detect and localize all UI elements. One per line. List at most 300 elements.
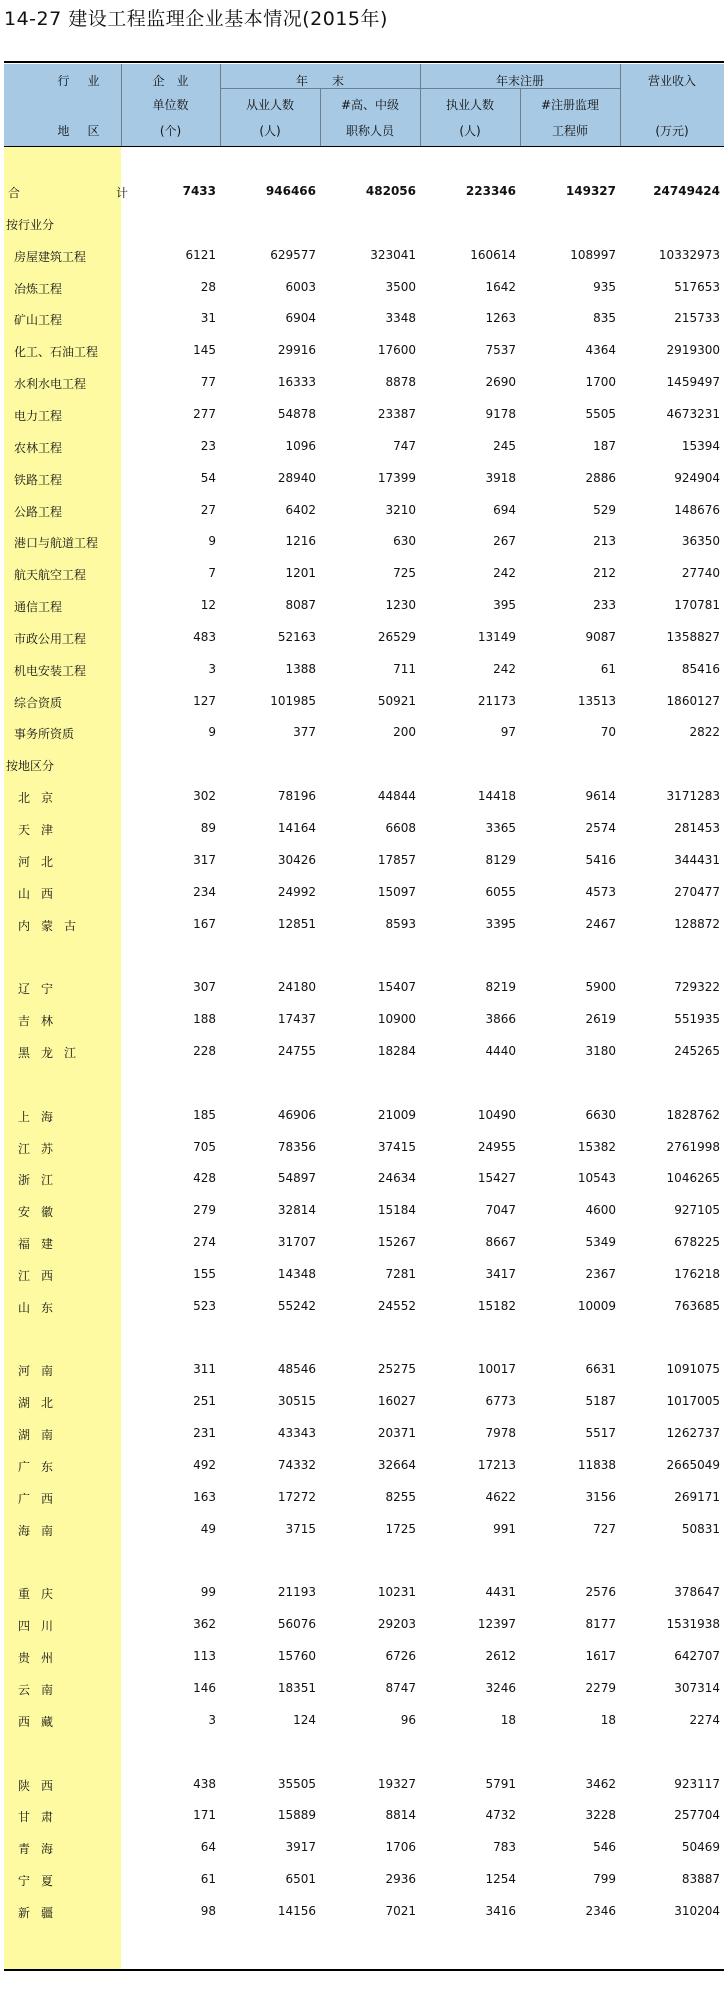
header-senior-2: 职称人员: [345, 124, 394, 138]
cell-value: 311: [193, 1362, 216, 1376]
cell-value: 277: [193, 407, 216, 421]
cell-value: 1642: [485, 280, 516, 294]
table-row: [4, 1775, 724, 1795]
cell-value: 438: [193, 1777, 216, 1791]
cell-value: 281453: [674, 821, 720, 835]
cell-value: 2690: [485, 375, 516, 389]
cell-value: 23: [200, 439, 216, 453]
table-row: [4, 1169, 724, 1189]
cell-value: 43343: [277, 1426, 316, 1440]
cell-value: 6055: [485, 885, 516, 899]
cell-value: 307: [193, 980, 216, 994]
cell-value: 1254: [485, 1872, 516, 1886]
cell-value: 31707: [277, 1235, 316, 1249]
cell-value: 77: [200, 375, 216, 389]
row-label: 广西: [18, 1492, 65, 1506]
cell-value: 28: [200, 280, 216, 294]
cell-value: 1091075: [666, 1362, 720, 1376]
cell-value: 10543: [577, 1171, 616, 1185]
row-label: 冶炼工程: [14, 282, 63, 296]
row-label: 陕西: [18, 1779, 65, 1793]
cell-value: 727: [593, 1522, 616, 1536]
row-label: 矿山工程: [14, 313, 63, 327]
cell-value: 269171: [674, 1490, 720, 1504]
cell-value: 155: [193, 1267, 216, 1281]
cell-value: 35505: [277, 1777, 316, 1791]
cell-value: 935: [593, 280, 616, 294]
cell-value: 21193: [277, 1585, 316, 1599]
table-row: [4, 1456, 724, 1476]
cell-value: 274: [193, 1235, 216, 1249]
cell-value: 98: [200, 1904, 216, 1918]
cell-value: 12: [200, 598, 216, 612]
row-label: 甘肃: [18, 1810, 65, 1824]
cell-value: 8593: [385, 917, 416, 931]
cell-value: 344431: [674, 853, 720, 867]
header-employees: 从业人数: [245, 98, 294, 112]
cell-value: 15184: [377, 1203, 416, 1217]
cell-value: 2467: [585, 917, 616, 931]
header-yearend: 年 末: [295, 74, 344, 88]
table-row: [4, 1233, 724, 1253]
cell-value: 835: [593, 311, 616, 325]
row-label: 合 计: [8, 186, 153, 200]
cell-value: 4364: [585, 343, 616, 357]
cell-value: 5187: [585, 1394, 616, 1408]
row-label: 安徽: [18, 1205, 65, 1219]
cell-value: 56076: [277, 1617, 316, 1631]
cell-value: 54: [200, 471, 216, 485]
cell-value: 1201: [285, 566, 316, 580]
row-label: 河北: [18, 855, 65, 869]
cell-value: 2367: [585, 1267, 616, 1281]
cell-value: 3156: [585, 1490, 616, 1504]
cell-value: 14164: [277, 821, 316, 835]
cell-value: 127: [193, 694, 216, 708]
cell-value: 48546: [277, 1362, 316, 1376]
header-region: 地 区: [57, 124, 103, 138]
cell-value: 9087: [585, 630, 616, 644]
cell-value: 2665049: [666, 1458, 720, 1472]
header-industry: 行 业: [57, 74, 103, 88]
cell-value: 8255: [385, 1490, 416, 1504]
row-label: 江苏: [18, 1142, 65, 1156]
header-senior-1: #高、中级: [340, 98, 400, 112]
cell-value: 1358827: [666, 630, 720, 644]
cell-value: 233: [593, 598, 616, 612]
cell-value: 29916: [277, 343, 316, 357]
cell-value: 10017: [477, 1362, 516, 1376]
table-row: [4, 1870, 724, 1890]
table-row: [4, 246, 724, 266]
cell-value: 55242: [277, 1299, 316, 1313]
cell-value: 1617: [585, 1649, 616, 1663]
cell-value: 2919300: [666, 343, 720, 357]
table-title: 14-27 建设工程监理企业基本情况(2015年): [4, 8, 388, 30]
row-label: 综合资质: [14, 696, 63, 710]
table-row: [4, 628, 724, 648]
cell-value: 946466: [265, 184, 316, 198]
cell-value: 15427: [477, 1171, 516, 1185]
table-row: [4, 469, 724, 489]
cell-value: 1388: [285, 662, 316, 676]
cell-value: 991: [493, 1522, 516, 1536]
cell-value: 74332: [277, 1458, 316, 1472]
cell-value: 228: [193, 1044, 216, 1058]
cell-value: 783: [493, 1840, 516, 1854]
table-row: [4, 946, 724, 966]
cell-value: 323041: [370, 248, 416, 262]
cell-value: 31: [200, 311, 216, 325]
cell-value: 64: [200, 1840, 216, 1854]
cell-value: 5505: [585, 407, 616, 421]
cell-value: 642707: [674, 1649, 720, 1663]
cell-value: 7021: [385, 1904, 416, 1918]
cell-value: 3348: [385, 311, 416, 325]
cell-value: 146: [193, 1681, 216, 1695]
cell-value: 7281: [385, 1267, 416, 1281]
cell-value: 523: [193, 1299, 216, 1313]
table-row: [4, 501, 724, 521]
cell-value: 49: [200, 1522, 216, 1536]
table-row: [4, 596, 724, 616]
cell-value: 21009: [377, 1108, 416, 1122]
cell-value: 176218: [674, 1267, 720, 1281]
cell-value: 70: [600, 725, 616, 739]
cell-value: 9178: [485, 407, 516, 421]
cell-value: 234: [193, 885, 216, 899]
cell-value: 483: [193, 630, 216, 644]
cell-value: 19327: [377, 1777, 416, 1791]
header-engineer-2: 工程师: [551, 124, 588, 138]
cell-value: 17437: [277, 1012, 316, 1026]
row-label: 福建: [18, 1237, 65, 1251]
cell-value: 310204: [674, 1904, 720, 1918]
cell-value: 13149: [477, 630, 516, 644]
table-row: [4, 1838, 724, 1858]
cell-value: 694: [493, 503, 516, 517]
cell-value: 18: [600, 1713, 616, 1727]
cell-value: 3416: [485, 1904, 516, 1918]
cell-value: 17272: [277, 1490, 316, 1504]
table-row: [4, 819, 724, 839]
cell-value: 1706: [385, 1840, 416, 1854]
row-label: 农林工程: [14, 441, 63, 455]
cell-value: 14156: [277, 1904, 316, 1918]
cell-value: 24749424: [653, 184, 720, 198]
header-employees-unit: (人): [259, 124, 281, 138]
cell-value: 15182: [477, 1299, 516, 1313]
cell-value: 4673231: [666, 407, 720, 421]
cell-value: 799: [593, 1872, 616, 1886]
cell-value: 24955: [477, 1140, 516, 1154]
cell-value: 16333: [277, 375, 316, 389]
table-row: [4, 1201, 724, 1221]
cell-value: 28940: [277, 471, 316, 485]
cell-value: 8177: [585, 1617, 616, 1631]
row-label: 化工、石油工程: [14, 345, 99, 359]
table-row: [4, 405, 724, 425]
cell-value: 185: [193, 1108, 216, 1122]
cell-value: 279: [193, 1203, 216, 1217]
row-label: 铁路工程: [14, 473, 63, 487]
table-row: [4, 915, 724, 935]
row-label: 青海: [18, 1842, 65, 1856]
cell-value: 10490: [477, 1108, 516, 1122]
cell-value: 15382: [577, 1140, 616, 1154]
cell-value: 167: [193, 917, 216, 931]
row-label: 水利水电工程: [14, 377, 87, 391]
section-row: [4, 214, 724, 234]
cell-value: 163: [193, 1490, 216, 1504]
cell-value: 54897: [277, 1171, 316, 1185]
cell-value: 3246: [485, 1681, 516, 1695]
row-label: 湖南: [18, 1428, 65, 1442]
row-label: 公路工程: [14, 505, 63, 519]
table-row: [4, 1360, 724, 1380]
cell-value: 20371: [377, 1426, 416, 1440]
cell-value: 6121: [185, 248, 216, 262]
cell-value: 149327: [565, 184, 616, 198]
cell-value: 18284: [377, 1044, 416, 1058]
cell-value: 14418: [477, 789, 516, 803]
cell-value: 25275: [377, 1362, 416, 1376]
row-label: 黑龙江: [18, 1046, 88, 1060]
cell-value: 923117: [674, 1777, 720, 1791]
cell-value: 4622: [485, 1490, 516, 1504]
cell-value: 50831: [681, 1522, 720, 1536]
cell-value: 1700: [585, 375, 616, 389]
table-row: [4, 883, 724, 903]
table-row: [4, 564, 724, 584]
cell-value: 12397: [477, 1617, 516, 1631]
cell-value: 1725: [385, 1522, 416, 1536]
cell-value: 8878: [385, 375, 416, 389]
cell-value: 10231: [377, 1585, 416, 1599]
cell-value: 2576: [585, 1585, 616, 1599]
cell-value: 9: [208, 534, 216, 548]
row-label: 湖北: [18, 1396, 65, 1410]
row-label: 北京: [18, 791, 65, 805]
cell-value: 711: [393, 662, 416, 676]
cell-value: 5517: [585, 1426, 616, 1440]
cell-value: 7047: [485, 1203, 516, 1217]
cell-value: 15889: [277, 1808, 316, 1822]
cell-value: 24755: [277, 1044, 316, 1058]
table-row: [4, 1806, 724, 1826]
cell-value: 251: [193, 1394, 216, 1408]
bottom-rule: [4, 1969, 724, 1971]
header-registered: 年末注册: [495, 74, 544, 88]
header-revenue: 营业收入: [647, 74, 696, 88]
row-label: 机电安装工程: [14, 664, 87, 678]
cell-value: 223346: [465, 184, 516, 198]
cell-value: 1262737: [666, 1426, 720, 1440]
cell-value: 7: [208, 566, 216, 580]
cell-value: 170781: [674, 598, 720, 612]
cell-value: 2619: [585, 1012, 616, 1026]
cell-value: 242: [493, 662, 516, 676]
row-label: 市政公用工程: [14, 632, 87, 646]
cell-value: 10900: [377, 1012, 416, 1026]
cell-value: 3171283: [666, 789, 720, 803]
cell-value: 113: [193, 1649, 216, 1663]
cell-value: 6501: [285, 1872, 316, 1886]
table-row: [4, 532, 724, 552]
cell-value: 3180: [585, 1044, 616, 1058]
row-label: 河南: [18, 1364, 65, 1378]
row-label: 吉林: [18, 1014, 65, 1028]
cell-value: 50921: [377, 694, 416, 708]
cell-value: 15267: [377, 1235, 416, 1249]
cell-value: 546: [593, 1840, 616, 1854]
cell-value: 1828762: [666, 1108, 720, 1122]
cell-value: 5416: [585, 853, 616, 867]
cell-value: 44844: [377, 789, 416, 803]
cell-value: 16027: [377, 1394, 416, 1408]
cell-value: 1017005: [666, 1394, 720, 1408]
cell-value: 9: [208, 725, 216, 739]
table-row: [4, 1711, 724, 1731]
row-label: 广东: [18, 1460, 65, 1474]
total-row: [4, 182, 724, 202]
table-row: [4, 978, 724, 998]
cell-value: 3715: [285, 1522, 316, 1536]
cell-value: 99: [200, 1585, 216, 1599]
header-bottom-rule: [4, 146, 724, 147]
cell-value: 6904: [285, 311, 316, 325]
cell-value: 747: [393, 439, 416, 453]
cell-value: 124: [293, 1713, 316, 1727]
cell-value: 2936: [385, 1872, 416, 1886]
row-label: 新疆: [18, 1906, 65, 1920]
cell-value: 267: [493, 534, 516, 548]
cell-value: 12851: [277, 917, 316, 931]
cell-value: 4573: [585, 885, 616, 899]
cell-value: 21173: [477, 694, 516, 708]
cell-value: 6402: [285, 503, 316, 517]
cell-value: 1531938: [666, 1617, 720, 1631]
cell-value: 9614: [585, 789, 616, 803]
cell-value: 245: [493, 439, 516, 453]
row-label: 西藏: [18, 1715, 65, 1729]
table-row: [4, 1010, 724, 1030]
cell-value: 482056: [365, 184, 416, 198]
cell-value: 362: [193, 1617, 216, 1631]
cell-value: 18: [500, 1713, 516, 1727]
row-label: 山西: [18, 887, 65, 901]
cell-value: 160614: [470, 248, 516, 262]
row-label: 四川: [18, 1619, 65, 1633]
table-row: [4, 787, 724, 807]
row-label: 宁夏: [18, 1874, 65, 1888]
cell-value: 13513: [577, 694, 616, 708]
cell-value: 128872: [674, 917, 720, 931]
cell-value: 2346: [585, 1904, 616, 1918]
cell-value: 97: [500, 725, 516, 739]
cell-value: 52163: [277, 630, 316, 644]
cell-value: 24552: [377, 1299, 416, 1313]
cell-value: 17600: [377, 343, 416, 357]
cell-value: 10332973: [658, 248, 720, 262]
table-row: [4, 437, 724, 457]
row-label: 云南: [18, 1683, 65, 1697]
cell-value: 6630: [585, 1108, 616, 1122]
cell-value: 1459497: [666, 375, 720, 389]
cell-value: 101985: [270, 694, 316, 708]
cell-value: 17399: [377, 471, 416, 485]
cell-value: 78356: [277, 1140, 316, 1154]
cell-value: 145: [193, 343, 216, 357]
table-row: [4, 1297, 724, 1317]
cell-value: 6003: [285, 280, 316, 294]
cell-value: 3500: [385, 280, 416, 294]
cell-value: 517653: [674, 280, 720, 294]
cell-value: 1096: [285, 439, 316, 453]
cell-value: 18351: [277, 1681, 316, 1695]
cell-value: 3: [208, 1713, 216, 1727]
cell-value: 108997: [570, 248, 616, 262]
cell-value: 551935: [674, 1012, 720, 1026]
cell-value: 678225: [674, 1235, 720, 1249]
cell-value: 148676: [674, 503, 720, 517]
cell-value: 83887: [681, 1872, 720, 1886]
cell-value: 8747: [385, 1681, 416, 1695]
row-label: 航天航空工程: [14, 568, 87, 582]
cell-value: 629577: [270, 248, 316, 262]
cell-value: 24992: [277, 885, 316, 899]
cell-value: 705: [193, 1140, 216, 1154]
cell-value: 7978: [485, 1426, 516, 1440]
cell-value: 36350: [681, 534, 720, 548]
cell-value: 529: [593, 503, 616, 517]
cell-value: 2279: [585, 1681, 616, 1695]
cell-value: 61: [600, 662, 616, 676]
cell-value: 4732: [485, 1808, 516, 1822]
cell-value: 725: [393, 566, 416, 580]
table-row: [4, 1424, 724, 1444]
cell-value: 428: [193, 1171, 216, 1185]
cell-value: 395: [493, 598, 516, 612]
row-label: 上海: [18, 1110, 65, 1124]
table-row: [4, 851, 724, 871]
cell-value: 7537: [485, 343, 516, 357]
cell-value: 924904: [674, 471, 720, 485]
cell-value: 3866: [485, 1012, 516, 1026]
row-label: 辽宁: [18, 982, 65, 996]
row-label: 港口与航道工程: [14, 536, 99, 550]
table-row: [4, 1329, 724, 1349]
cell-value: 2886: [585, 471, 616, 485]
row-label: 按地区分: [6, 759, 55, 773]
cell-value: 4431: [485, 1585, 516, 1599]
cell-value: 8814: [385, 1808, 416, 1822]
cell-value: 302: [193, 789, 216, 803]
cell-value: 15394: [681, 439, 720, 453]
cell-value: 3228: [585, 1808, 616, 1822]
table-row: [4, 373, 724, 393]
cell-value: 5349: [585, 1235, 616, 1249]
cell-value: 27740: [681, 566, 720, 580]
cell-value: 32664: [377, 1458, 416, 1472]
cell-value: 231: [193, 1426, 216, 1440]
cell-value: 242: [493, 566, 516, 580]
cell-value: 2274: [689, 1713, 720, 1727]
cell-value: 3365: [485, 821, 516, 835]
cell-value: 630: [393, 534, 416, 548]
table-row: [4, 723, 724, 743]
table-row: [4, 1138, 724, 1158]
